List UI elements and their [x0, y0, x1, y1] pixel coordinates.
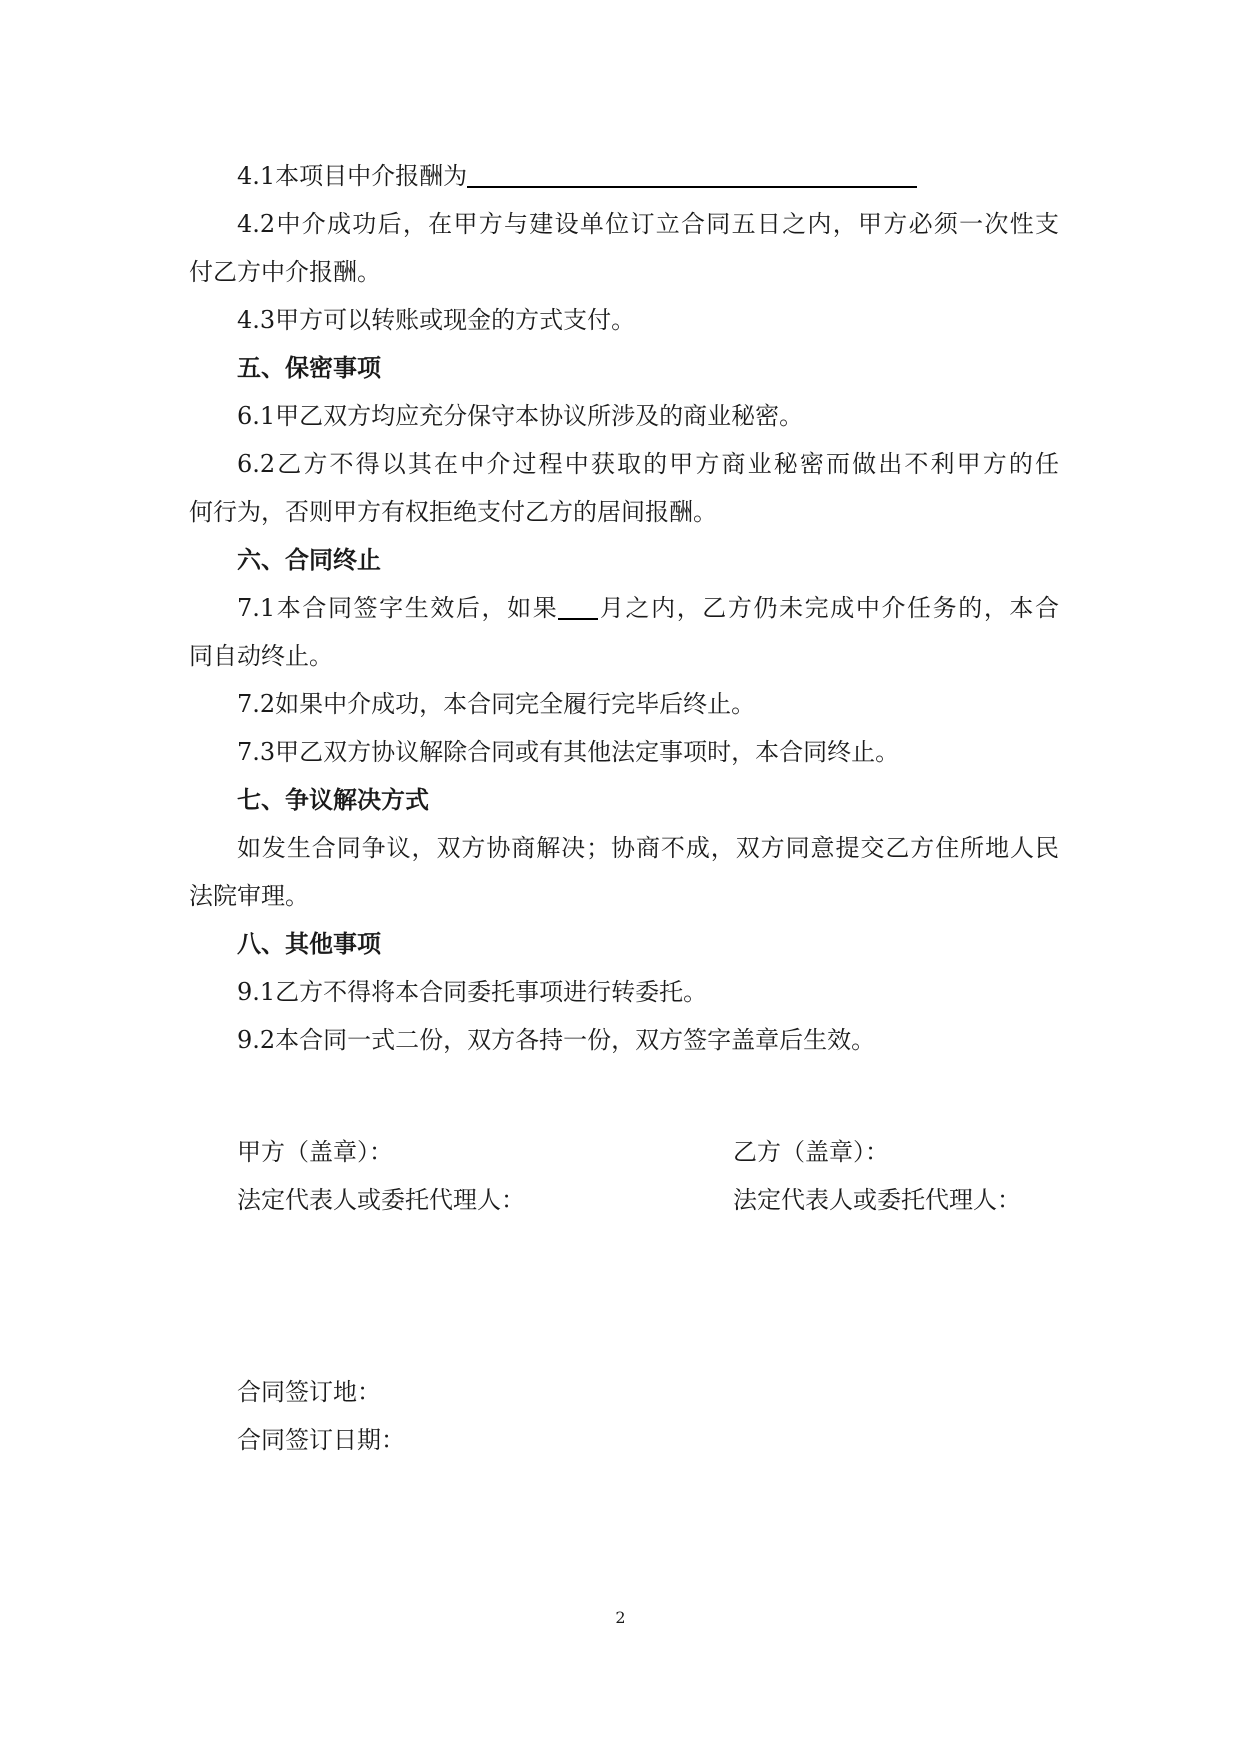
clause-dispute-line-1: 如发生合同争议，双方协商解决；协商不成，双方同意提交乙方住所地人民 — [237, 834, 1059, 862]
page-number: 2 — [615, 1608, 626, 1627]
clause-7-3: 7.3甲乙双方协议解除合同或有其他法定事项时，本合同终止。 — [237, 738, 900, 766]
signing-place-label: 合同签订地： — [237, 1378, 381, 1406]
clause-4-1 — [237, 152, 1059, 200]
section-heading-confidentiality: 五、保密事项 — [237, 354, 381, 382]
clause-7-1-line-2: 同自动终止。 — [189, 642, 333, 670]
clause-7-1-text-pre: 7.1本合同签字生效后，如果 — [237, 594, 559, 622]
signing-date-label: 合同签订日期： — [237, 1426, 405, 1454]
clause-6-2-line-2: 何行为，否则甲方有权拒绝支付乙方的居间报酬。 — [189, 498, 717, 526]
month-blank — [558, 590, 598, 620]
clause-9-1: 9.1乙方不得将本合同委托事项进行转委托。 — [237, 978, 708, 1006]
clause-4-1-text: 4.1本项目中介报酬为 — [237, 162, 468, 190]
clause-6-2-line-1: 6.2乙方不得以其在中介过程中获取的甲方商业秘密而做出不利甲方的任 — [237, 450, 1059, 478]
section-heading-other: 八、其他事项 — [237, 930, 381, 958]
clause-4-3: 4.3甲方可以转账或现金的方式支付。 — [237, 306, 636, 334]
section-heading-termination: 六、合同终止 — [237, 546, 381, 574]
clause-4-2-line-1: 4.2中介成功后，在甲方与建设单位订立合同五日之内，甲方必须一次性支 — [237, 210, 1059, 238]
party-b-seal-label: 乙方（盖章）： — [733, 1138, 889, 1166]
clause-9-2: 9.2本合同一式二份，双方各持一份，双方签字盖章后生效。 — [237, 1026, 876, 1054]
party-b-representative-label: 法定代表人或委托代理人： — [733, 1186, 1021, 1214]
party-a-seal-label: 甲方（盖章）： — [237, 1138, 393, 1166]
fee-blank — [467, 158, 917, 188]
clause-6-1: 6.1甲乙双方均应充分保守本协议所涉及的商业秘密。 — [237, 402, 804, 430]
clause-dispute-line-2: 法院审理。 — [189, 882, 309, 910]
section-heading-dispute: 七、争议解决方式 — [237, 786, 429, 814]
clause-4-2-line-2: 付乙方中介报酬。 — [189, 258, 381, 286]
clause-7-1-text-post: 月之内，乙方仍未完成中介任务的，本合 — [598, 594, 1060, 622]
clause-7-2: 7.2如果中介成功，本合同完全履行完毕后终止。 — [237, 690, 756, 718]
clause-7-1-line-1 — [237, 584, 1059, 632]
party-a-representative-label: 法定代表人或委托代理人： — [237, 1186, 525, 1214]
